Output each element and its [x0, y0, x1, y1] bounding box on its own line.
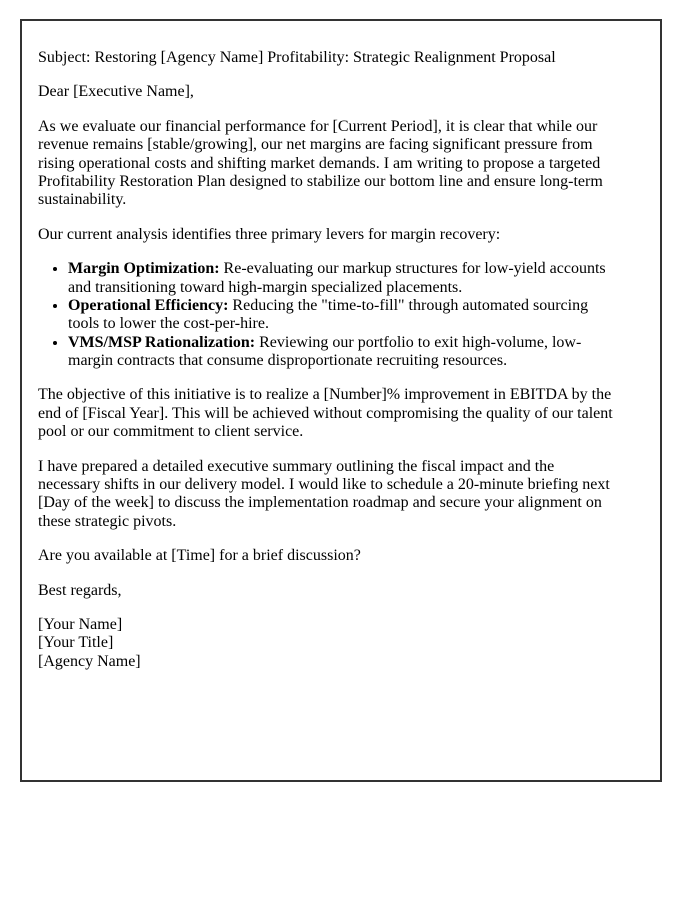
- list-item: [68, 260, 616, 297]
- bullet-text: Reviewing our portfolio to exit high-volume, low-margin contracts that consume disproportionate recruiting resources.: [68, 333, 582, 370]
- bullet-text: Re-evaluating our markup structures for low-yield accounts and transitioning toward high-margin specialized placements.: [68, 260, 606, 296]
- letter-document: [20, 19, 662, 782]
- list-item: [68, 297, 616, 334]
- signature-title: [Your Title]: [38, 634, 114, 652]
- list-item: [68, 334, 616, 371]
- bullet-label: VMS/MSP Rationalization:: [68, 333, 256, 351]
- paragraph-objective: The objective of this initiative is to realize a [Number]% improvement in EBITDA by the end of [Fiscal Year]. This will be achieved without compromising the quality of our talent pool or our commitment to client service.: [38, 386, 613, 441]
- signature-agency: [Agency Name]: [38, 652, 141, 670]
- bullet-label: Operational Efficiency:: [68, 296, 229, 314]
- paragraph-briefing: I have prepared a detailed executive summary outlining the fiscal impact and the necessary shifts in our delivery model. I would like to schedule a 20-minute briefing next [Day of the week] to discuss the implementation roadmap and secure your alignment on these strategic pivots.: [38, 457, 610, 530]
- bullet-label: Margin Optimization:: [68, 260, 220, 278]
- subject-line: Subject: Restoring [Agency Name] Profitability: Strategic Realignment Proposal: [38, 49, 556, 66]
- closing: Best regards,: [38, 581, 122, 599]
- signature-name: [Your Name]: [38, 615, 123, 633]
- signature-block: [38, 616, 616, 671]
- availability-question: Are you available at [Time] for a brief discussion?: [38, 547, 361, 565]
- levers-list: [38, 260, 616, 370]
- paragraph-intro: As we evaluate our financial performance for [Current Period], it is clear that while our revenue remains [stable/growing], our net margins are facing significant pressure from rising operational costs and shifting market demands. I am writing to propose a targeted Profitability Restoration Plan designed to stabilize our bottom line and ensure long-term sustainability.: [38, 117, 603, 209]
- salutation: Dear [Executive Name],: [38, 83, 194, 101]
- paragraph-levers-intro: Our current analysis identifies three primary levers for margin recovery:: [38, 225, 501, 243]
- bullet-text: Reducing the "time-to-fill" through automated sourcing tools to lower the cost-per-hire.: [68, 296, 589, 333]
